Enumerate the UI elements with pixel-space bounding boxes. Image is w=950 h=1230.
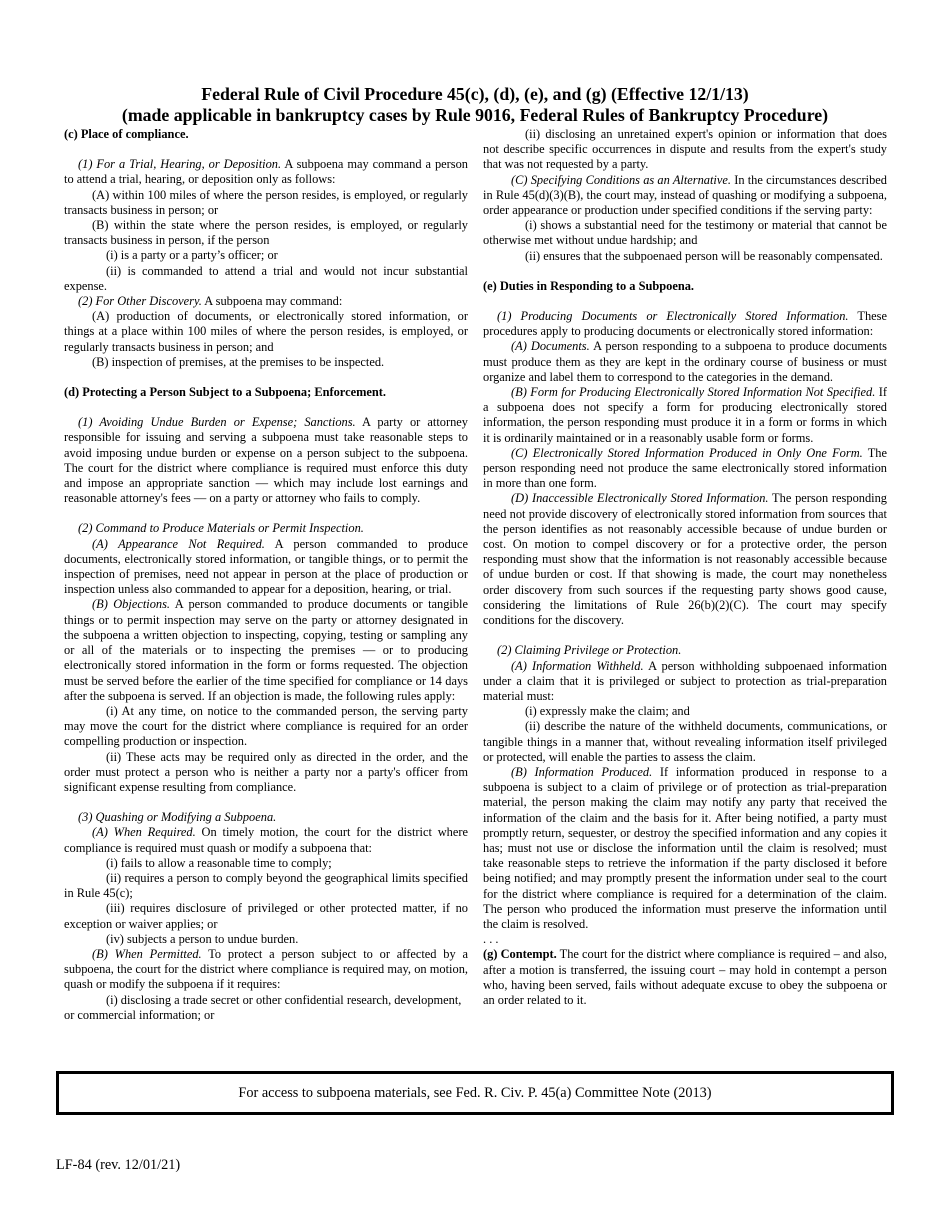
section-c-2-text: A subpoena may command:	[201, 294, 343, 309]
section-d-heading: (d) Protecting a Person Subject to a Subpoena; Enforcement.	[64, 385, 387, 400]
section-d-3-a-iv: (iv) subjects a person to undue burden.	[106, 931, 299, 946]
section-d-3-b	[64, 947, 468, 993]
section-c-2-label: (2) For Other Discovery.	[78, 294, 202, 309]
section-d-2-a-label: (A) Appearance Not Required.	[92, 536, 265, 551]
section-d-3-c-text: In the circumstances described in Rule 45(d)(3)(B), the court may, instead of quashing or modifying a subpoena, order appearance or production under specified conditions if the serving party:	[483, 172, 887, 218]
section-d-3	[64, 810, 468, 825]
section-d-3-b-text: To protect a person subject to or affected by a subpoena, the court for the district where compliance is required may, on motion, quash or modify the subpoena if it requires:	[64, 946, 468, 992]
section-d-2-b	[64, 597, 468, 703]
section-e-1-a-label: (A) Documents.	[511, 339, 590, 354]
section-e-1-a-text: A person responding to a subpoena to produce documents must produce them as they are kept in the ordinary course of business or must organize and label them to correspond to the categories in the demand.	[483, 339, 887, 384]
section-d-2-a-text: A person commanded to produce documents, electronically stored information, or tangible things, or to permit the inspection of premises, need not appear in person at the place of production or inspection unless also commanded to appear for a deposition, hearing, or trial.	[64, 536, 469, 597]
section-c-1-label: (1) For a Trial, Hearing, or Deposition.	[78, 157, 282, 172]
section-g-heading: (g) Contempt.	[483, 947, 557, 962]
section-e-2-b-label: (B) Information Produced.	[511, 764, 653, 779]
section-d-3-c-ii: (ii) ensures that the subpoenaed person will be reasonably compensated.	[525, 248, 883, 263]
section-e-2	[483, 643, 887, 658]
section-e-2-a	[483, 659, 887, 705]
section-e-2-a-i: (i) expressly make the claim; and	[525, 704, 690, 719]
section-e-1-b	[483, 385, 887, 446]
section-d-1-text: A party or attorney responsible for issuing and serving a subpoena must take reasonable steps to avoid imposing undue burden or expense on a person subject to the subpoena. The court for the district where compliance is required must enforce this duty and impose an appropriate sanction — which may include lost earnings and reasonable attorney's fees — on a party or attorney who fails to comply.	[64, 415, 468, 506]
section-d-2-a	[64, 537, 468, 598]
section-d-1	[64, 415, 468, 506]
section-c-1-b-i: (i) is a party or a party’s officer; or	[106, 248, 278, 263]
section-d-3-b-i: (i) disclosing a trade secret or other confidential research, development, or commercial information; or	[64, 992, 462, 1022]
section-e-2-b	[483, 765, 887, 932]
section-c-1	[64, 157, 468, 187]
section-c-2-b: (B) inspection of premises, at the premises to be inspected.	[92, 354, 385, 369]
section-e-1-b-label: (B) Form for Producing Electronically Stored Information Not Specified.	[511, 385, 876, 400]
section-d-3-b-label: (B) When Permitted.	[92, 946, 202, 961]
section-d-3-label: (3) Quashing or Modifying a Subpoena.	[78, 810, 277, 825]
section-c-1-b-ii: (ii) is commanded to attend a trial and would not incur substantial expense.	[64, 263, 468, 293]
section-c-2	[64, 294, 468, 309]
committee-note-box	[56, 1071, 894, 1115]
section-e-2-label: (2) Claiming Privilege or Protection.	[497, 643, 682, 658]
section-d-3-c-label: (C) Specifying Conditions as an Alternative.	[511, 172, 731, 187]
section-d-2-b-ii: (ii) These acts may be required only as directed in the order, and the order must protect a person who is neither a party nor a party's officer from significant expense resulting from compliance.	[64, 749, 468, 794]
section-d-2-b-i: (i) At any time, on notice to the commanded person, the serving party may move the court for the district where compliance is required for an order compelling production or inspection.	[64, 703, 468, 749]
section-d-2-label: (2) Command to Produce Materials or Permit Inspection.	[78, 521, 364, 536]
section-d-3-a-ii: (ii) requires a person to comply beyond the geographical limits specified in Rule 45(c);	[64, 870, 468, 901]
section-e-1-c-label: (C) Electronically Stored Information Produced in Only One Form.	[511, 445, 863, 460]
form-footer: LF-84 (rev. 12/01/21)	[56, 1157, 181, 1173]
section-c-heading: (c) Place of compliance.	[64, 127, 189, 141]
section-e-1-c-text: The person responding need not produce the same electronically stored information in more than one form.	[483, 445, 888, 491]
section-d-2-b-text: A person commanded to produce documents or tangible things or to permit inspection may serve on the party or attorney designated in the subpoena a written objection to inspecting, copying, testing or sampling any or all of the materials or to inspecting the premises — or to producing electronically stored information in the form or forms requested. The objection must be served before the earlier of the time specified for compliance or 14 days after the subpoena is served. If an objection is made, the following rules apply:	[64, 597, 468, 703]
section-d-3-a-iii: (iii) requires disclosure of privileged or other protected matter, if no exception or waiver applies; or	[64, 901, 468, 931]
section-c-1-text: A subpoena may command a person to attend a trial, hearing, or deposition only as follows:	[64, 157, 468, 187]
section-g-text: The court for the district where compliance is required – and also, after a motion is transferred, the issuing court – may hold in contempt a person who, having been served, fails without adequate excuse to obey the subpoena or an order related to it.	[483, 947, 887, 1007]
section-e-1-d	[483, 491, 887, 628]
committee-note-text: For access to subpoena materials, see Fed. R. Civ. P. 45(a) Committee Note (2013)	[238, 1084, 712, 1101]
ellipsis: . . .	[483, 932, 499, 947]
section-e-2-a-label: (A) Information Withheld.	[511, 658, 644, 673]
section-e-1-c	[483, 446, 887, 492]
left-column	[64, 127, 468, 1023]
section-e-1-text: These procedures apply to producing documents or electronically stored information:	[483, 309, 888, 339]
section-g	[483, 947, 887, 1008]
section-e-1-d-label: (D) Inaccessible Electronically Stored Information.	[511, 491, 769, 506]
title-line-2: (made applicable in bankruptcy cases by Rule 9016, Federal Rules of Bankruptcy Procedure)	[121, 105, 829, 125]
section-d-3-a-label: (A) When Required.	[92, 825, 196, 840]
right-column	[483, 127, 887, 1008]
section-e-2-a-text: A person withholding subpoenaed information under a claim that it is privileged or subject to protection as trial-preparation material must:	[483, 658, 888, 703]
section-e-2-a-ii: (ii) describe the nature of the withheld documents, communications, or tangible things in a manner that, without revealing information itself privileged or protected, will enable the parties to assess the claim.	[483, 719, 887, 764]
section-d-2	[64, 521, 468, 536]
section-d-2-b-label: (B) Objections.	[92, 597, 171, 612]
section-e-1-a	[483, 339, 887, 385]
section-c-2-a: (A) production of documents, or electronically stored information, or things at a place within 100 miles of where the person resides, is employed, or regularly transacts business in person; and	[64, 309, 468, 354]
section-d-3-c-i: (i) shows a substantial need for the testimony or material that cannot be otherwise met without undue hardship; and	[483, 218, 887, 248]
section-c-1-b: (B) within the state where the person resides, is employed, or regularly transacts business in person, if the person	[64, 218, 468, 248]
document-title	[0, 84, 950, 126]
section-d-3-c	[483, 173, 887, 219]
title-line-1: Federal Rule of Civil Procedure 45(c), (d), (e), and (g) (Effective 12/1/13)	[201, 84, 749, 104]
section-d-3-a	[64, 825, 468, 855]
section-e-1	[483, 309, 887, 339]
section-e-heading: (e) Duties in Responding to a Subpoena.	[483, 278, 695, 293]
section-e-2-b-text: If information produced in response to a subpoena is subject to a claim of privilege or of protection as trial-preparation material, the person making the claim may notify any party that received the information of the claim and the basis for it. After being notified, a party must promptly return, sequester, or destroy the specified information and any copies it has; must not use or disclose the information until the claim is resolved; must take reasonable steps to retrieve the information if the party disclosed it before being notified; and may promptly present the information under seal to the court for the district where compliance is required for a determination of the claim. The person who produced the information must preserve the information until the claim is resolved.	[483, 764, 887, 931]
section-d-3-a-text: On timely motion, the court for the district where compliance is required must quash or modify a subpoena that:	[64, 825, 468, 855]
section-c-1-a: (A) within 100 miles of where the person resides, is employed, or regularly transacts business in person; or	[64, 187, 468, 217]
section-e-1-label: (1) Producing Documents or Electronically Stored Information.	[497, 309, 849, 324]
section-d-3-b-ii: (ii) disclosing an unretained expert's opinion or information that does not describe specific occurrences in dispute and results from the expert's study that was not requested by a party.	[483, 127, 887, 172]
section-e-1-b-text: If a subpoena does not specify a form for producing electronically stored information, the person responding must produce it in a form or forms in which it is ordinarily maintained or in a reasonably usable form or forms.	[483, 385, 887, 445]
section-e-1-d-text: The person responding need not provide discovery of electronically stored information from sources that the person identifies as not reasonably accessible because of undue burden or cost. On motion to compel discovery or for a protective order, the person responding must show that the information is not reasonably accessible because of undue burden or cost. If that showing is made, the court may nonetheless order discovery from such sources if the requesting party shows good cause, considering the limitations of Rule 26(b)(2)(C). The court may specify conditions for the discovery.	[483, 491, 887, 628]
section-d-3-a-i: (i) fails to allow a reasonable time to comply;	[106, 855, 332, 870]
section-d-1-label: (1) Avoiding Undue Burden or Expense; Sanctions.	[78, 415, 356, 430]
